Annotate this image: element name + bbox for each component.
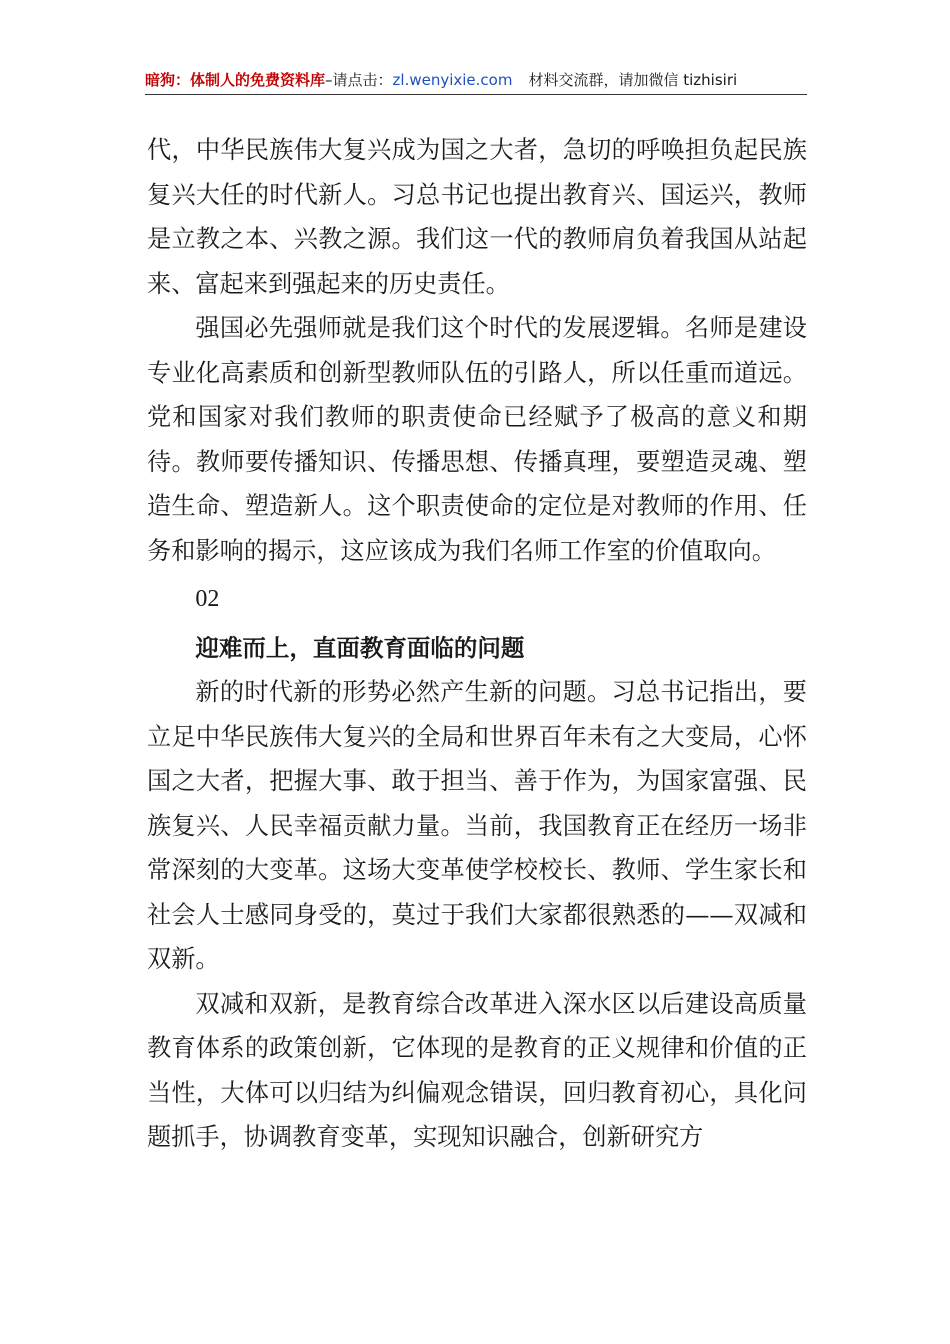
section-number: 02 <box>195 586 220 612</box>
document-body <box>147 128 807 1160</box>
paragraph-2: 强国必先强师就是我们这个时代的发展逻辑。名师是建设专业化高素质和创新型教师队伍的引路人，所以任重而道远。党和国家对我们教师的职责使命已经赋予了极高的意义和期待。教师要传播知识、传播思想、传播真理，要塑造灵魂、塑造生命、塑造新人。这个职责使命的定位是对教师的作用、任务和影响的揭示，这应该成为我们名师工作室的价值取向。 <box>147 314 807 565</box>
page-header <box>145 66 807 95</box>
paragraph-1: 代，中华民族伟大复兴成为国之大者，急切的呼唤担负起民族复兴大任的时代新人。习总书记也提出教育兴、国运兴，教师是立教之本、兴教之源。我们这一代的教师肩负着我国从站起来、富起来到强起来的历史责任。 <box>147 136 807 298</box>
header-contact: 材料交流群，请加微信 tizhisiri <box>528 71 738 89</box>
header-click-prefix: –请点击： <box>325 71 393 89</box>
header-site-name: 暗狗：体制人的免费资料库 <box>145 71 326 89</box>
paragraph-4: 双减和双新，是教育综合改革进入深水区以后建设高质量教育体系的政策创新，它体现的是教育的正义规律和价值的正当性，大体可以归结为纠偏观念错误，回归教育初心，具化问题抓手，协调教育变革，实现知识融合，创新研究方 <box>147 989 807 1151</box>
header-url-link[interactable]: zl.wenyixie.com <box>392 71 513 89</box>
paragraph-3: 新的时代新的形势必然产生新的问题。习总书记指出，要立足中华民族伟大复兴的全局和世界百年未有之大变局，心怀国之大者，把握大事、敢于担当、善于作为，为国家富强、民族复兴、人民幸福贡献力量。当前，我国教育正在经历一场非常深刻的大变革。这场大变革使学校校长、教师、学生家长和社会人士感同身受的，莫过于我们大家都很熟悉的——双减和双新。 <box>147 678 807 973</box>
section-title: 迎难而上，直面教育面临的问题 <box>195 633 525 662</box>
